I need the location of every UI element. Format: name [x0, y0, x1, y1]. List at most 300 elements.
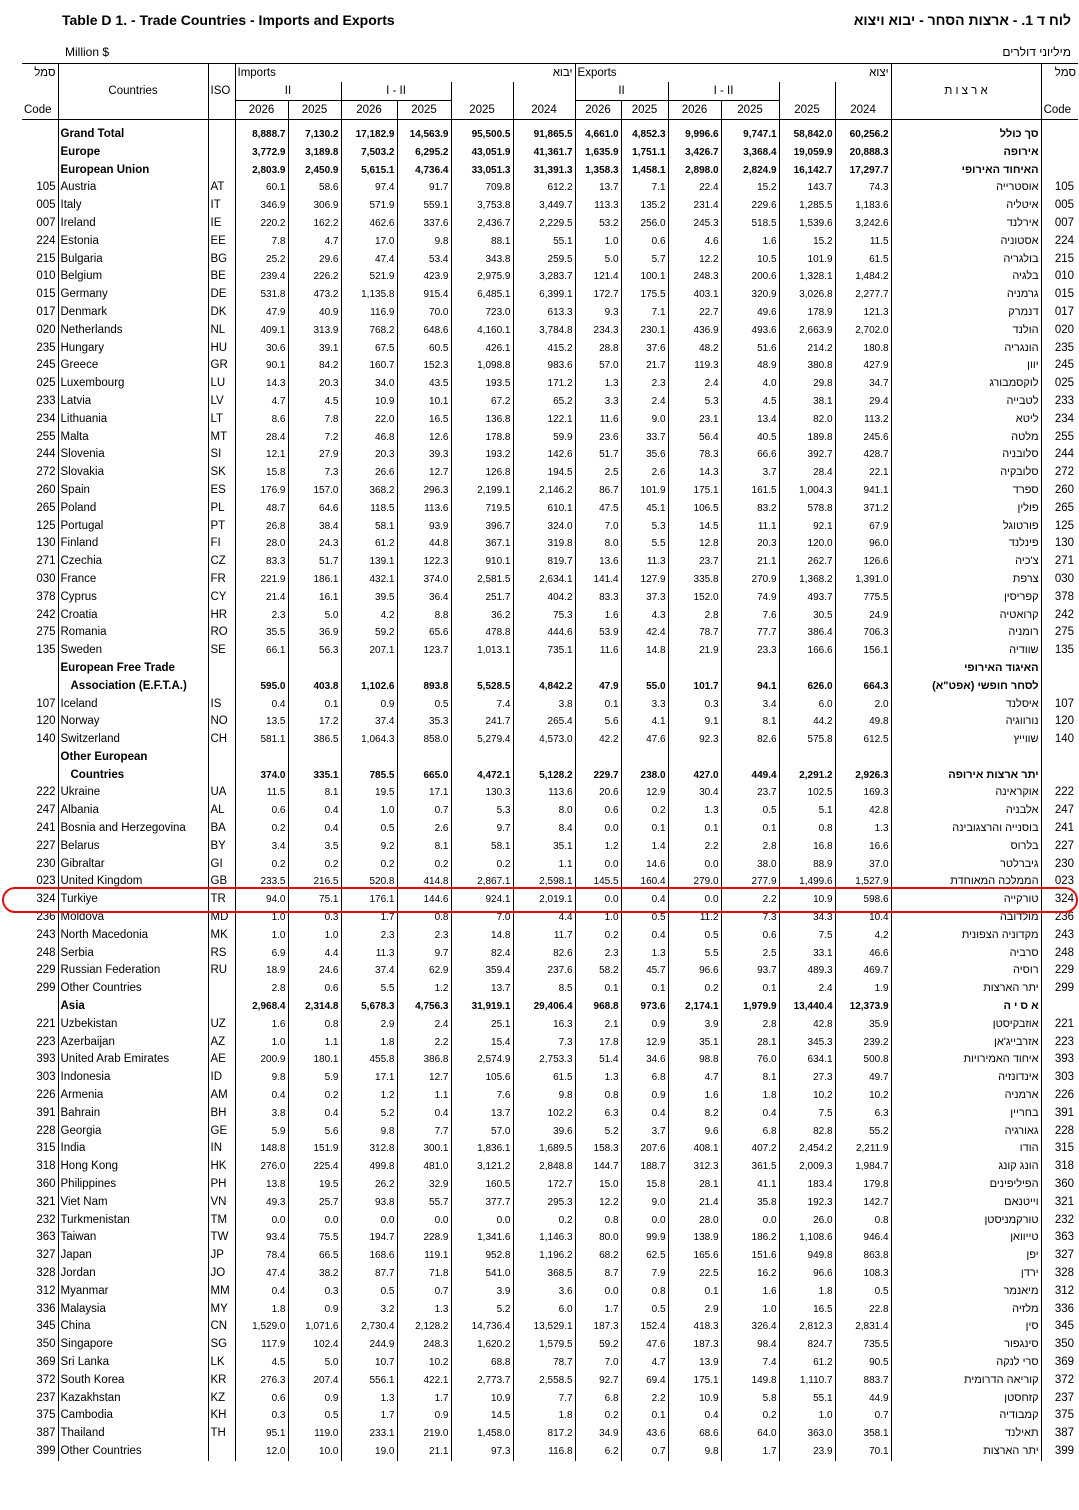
country-name: Other European: [60, 750, 148, 763]
value-cell: 43.6: [621, 1425, 668, 1443]
country-name: Taiwan: [60, 1231, 97, 1244]
iso-cell: TM: [208, 1212, 235, 1230]
value-cell: 10.9: [451, 1390, 513, 1408]
value-cell: 42.4: [621, 624, 668, 642]
code-cell: 399: [22, 1443, 58, 1461]
value-cell: 1.6: [235, 1016, 288, 1034]
value-cell: 6.3: [575, 1105, 621, 1123]
country-name-he: פולין: [891, 500, 1041, 518]
value-cell: 21.7: [621, 357, 668, 375]
value-cell: 7.5: [779, 1105, 835, 1123]
iso-cell: FR: [208, 571, 235, 589]
value-cell: 2,174.1: [668, 998, 721, 1016]
value-cell: 1,689.5: [513, 1140, 575, 1158]
code-cell: 245: [22, 357, 58, 375]
value-cell: 1.2: [341, 1087, 397, 1105]
value-cell: 0.2: [575, 1407, 621, 1425]
value-cell: 41,361.7: [513, 144, 575, 162]
country-name: Luxembourg: [60, 377, 125, 390]
value-cell: 2.2: [721, 891, 779, 909]
value-cell: 175.1: [668, 482, 721, 500]
value-cell: 53.4: [397, 251, 451, 269]
code-cell-right: 243: [1041, 927, 1078, 945]
value-cell: 37.6: [621, 340, 668, 358]
value-cell: 1.4: [621, 838, 668, 856]
value-cell: 118.5: [341, 500, 397, 518]
value-cell: 144.7: [575, 1158, 621, 1176]
value-cell: 571.9: [341, 197, 397, 215]
code-cell: 312: [22, 1283, 58, 1301]
country-name: United Kingdom: [60, 875, 143, 888]
value-cell: 3.7: [621, 1123, 668, 1141]
value-cell: 48.7: [235, 500, 288, 518]
value-cell: 176.1: [341, 891, 397, 909]
country-name-he: אוקראינה: [891, 784, 1041, 802]
code-cell-right: 224: [1041, 233, 1078, 251]
code-cell-right: 242: [1041, 607, 1078, 625]
value-cell: 408.1: [668, 1140, 721, 1158]
country-name-he: קרואטיה: [891, 607, 1041, 625]
value-cell: 2,019.1: [513, 891, 575, 909]
value-cell: 65.2: [513, 393, 575, 411]
value-cell: 983.6: [513, 357, 575, 375]
value-cell: 4.3: [621, 607, 668, 625]
value-cell: 5.3: [621, 518, 668, 536]
country-name-he: לוקסמבורג: [891, 375, 1041, 393]
code-cell: 272: [22, 464, 58, 482]
value-cell: 0.8: [575, 1212, 621, 1230]
value-cell: 361.5: [721, 1158, 779, 1176]
iso-cell: PL: [208, 500, 235, 518]
value-cell: 245.6: [835, 429, 891, 447]
value-cell: 10.5: [721, 251, 779, 269]
value-cell: 127.9: [621, 571, 668, 589]
value-cell: [721, 660, 779, 678]
value-cell: 4,472.1: [451, 767, 513, 785]
value-cell: 5.3: [451, 802, 513, 820]
value-cell: 5,279.4: [451, 731, 513, 749]
value-cell: 75.1: [288, 891, 341, 909]
value-cell: 2.6: [397, 820, 451, 838]
value-cell: 46.8: [341, 429, 397, 447]
value-cell: 1,751.1: [621, 144, 668, 162]
value-cell: 14.6: [621, 856, 668, 874]
country-name: Germany: [60, 288, 108, 301]
code-cell-right: [1041, 678, 1078, 696]
value-cell: 9,747.1: [721, 126, 779, 144]
value-cell: 13.5: [235, 713, 288, 731]
value-cell: 5.2: [575, 1123, 621, 1141]
value-cell: 1,004.3: [779, 482, 835, 500]
value-cell: 95.1: [235, 1425, 288, 1443]
value-cell: 33.1: [779, 945, 835, 963]
value-cell: 5.5: [668, 945, 721, 963]
value-cell: 0.4: [621, 1105, 668, 1123]
value-cell: 7,503.2: [341, 144, 397, 162]
code-cell-right: 378: [1041, 589, 1078, 607]
iso-cell: LU: [208, 375, 235, 393]
value-cell: 819.7: [513, 553, 575, 571]
value-cell: 1.0: [341, 802, 397, 820]
value-cell: 178.9: [779, 304, 835, 322]
code-cell-right: 120: [1041, 713, 1078, 731]
code-cell-right: 234: [1041, 411, 1078, 429]
value-cell: 92.7: [575, 1372, 621, 1390]
value-cell: 2,812.3: [779, 1318, 835, 1336]
value-cell: 9,996.6: [668, 126, 721, 144]
country-name-he: אירלנד: [891, 215, 1041, 233]
value-cell: 386.8: [397, 1051, 451, 1069]
country-name: Ukraine: [60, 786, 101, 799]
value-cell: 23.6: [575, 429, 621, 447]
value-cell: 7.3: [513, 1034, 575, 1052]
code-cell: [22, 126, 58, 144]
country-name-he: סלובניה: [891, 446, 1041, 464]
value-cell: 18.9: [235, 962, 288, 980]
value-cell: 1.3: [621, 945, 668, 963]
value-cell: 0.6: [721, 927, 779, 945]
value-cell: 9.7: [451, 820, 513, 838]
value-cell: 93.8: [341, 1194, 397, 1212]
value-cell: 14.5: [451, 1407, 513, 1425]
value-cell: 35.9: [835, 1016, 891, 1034]
value-cell: 61.2: [779, 1354, 835, 1372]
value-cell: 386.4: [779, 624, 835, 642]
value-cell: 59.2: [341, 624, 397, 642]
table-row: [22, 1051, 1078, 1069]
code-cell: 023: [22, 873, 58, 891]
table-row: [22, 856, 1078, 874]
country-name-he: קוריאה הדרומית: [891, 1372, 1041, 1390]
value-cell: 1,368.2: [779, 571, 835, 589]
value-cell: 25.2: [235, 251, 288, 269]
value-cell: 61.5: [513, 1069, 575, 1087]
value-cell: 119.1: [397, 1247, 451, 1265]
value-cell: 3,121.2: [451, 1158, 513, 1176]
value-cell: 883.7: [835, 1372, 891, 1390]
value-cell: 2,773.7: [451, 1372, 513, 1390]
value-cell: 12.6: [397, 429, 451, 447]
value-cell: 7.3: [288, 464, 341, 482]
value-cell: 427.9: [835, 357, 891, 375]
code-cell-right: 237: [1041, 1390, 1078, 1408]
value-cell: 172.7: [513, 1176, 575, 1194]
value-cell: 1,358.3: [575, 162, 621, 180]
value-cell: 277.9: [721, 873, 779, 891]
code-cell-right: 303: [1041, 1069, 1078, 1087]
code-cell: 327: [22, 1247, 58, 1265]
iso-cell: AT: [208, 179, 235, 197]
value-cell: [575, 660, 621, 678]
table-row: [22, 1372, 1078, 1390]
iso-cell: TW: [208, 1229, 235, 1247]
value-cell: 99.9: [621, 1229, 668, 1247]
value-cell: 1,499.6: [779, 873, 835, 891]
country-name: Albania: [60, 804, 99, 817]
value-cell: 169.3: [835, 784, 891, 802]
country-name-he: דנמרק: [891, 304, 1041, 322]
value-cell: 0.2: [721, 1407, 779, 1425]
value-cell: 0.8: [835, 1212, 891, 1230]
value-cell: 0.1: [721, 820, 779, 838]
value-cell: 0.0: [235, 1212, 288, 1230]
value-cell: 556.1: [341, 1372, 397, 1390]
code-cell-right: [1041, 998, 1078, 1016]
value-cell: 207.6: [621, 1140, 668, 1158]
value-cell: 4.5: [721, 393, 779, 411]
value-cell: 15.2: [721, 179, 779, 197]
value-cell: 1.0: [575, 233, 621, 251]
value-cell: 91,865.5: [513, 126, 575, 144]
country-name: United Arab Emirates: [60, 1053, 170, 1066]
value-cell: 409.1: [235, 322, 288, 340]
year-header: 2026: [341, 101, 397, 120]
value-cell: 423.9: [397, 268, 451, 286]
value-cell: 28.4: [779, 464, 835, 482]
value-cell: 0.5: [835, 1283, 891, 1301]
value-cell: 7.1: [621, 179, 668, 197]
code-cell-right: 399: [1041, 1443, 1078, 1461]
country-name-he: יתר הארצות: [891, 1443, 1041, 1461]
value-cell: 3,449.7: [513, 197, 575, 215]
value-cell: 455.8: [341, 1051, 397, 1069]
code-cell-right: 230: [1041, 856, 1078, 874]
value-cell: 96.6: [779, 1265, 835, 1283]
value-cell: 0.4: [288, 1105, 341, 1123]
value-cell: 186.1: [288, 571, 341, 589]
code-cell: [22, 144, 58, 162]
value-cell: 5,128.2: [513, 767, 575, 785]
value-cell: 160.4: [621, 873, 668, 891]
table-row: [22, 927, 1078, 945]
value-cell: 4,573.0: [513, 731, 575, 749]
country-name-he: סינגפור: [891, 1336, 1041, 1354]
value-cell: 135.2: [621, 197, 668, 215]
value-cell: 4,736.4: [397, 162, 451, 180]
value-cell: [288, 660, 341, 678]
value-cell: 863.8: [835, 1247, 891, 1265]
value-cell: 0.9: [621, 1087, 668, 1105]
value-cell: 44.2: [779, 713, 835, 731]
value-cell: 469.7: [835, 962, 891, 980]
table-row: [22, 838, 1078, 856]
value-cell: 541.0: [451, 1265, 513, 1283]
value-cell: 5.6: [575, 713, 621, 731]
value-cell: 5,678.3: [341, 998, 397, 1016]
value-cell: 12.2: [575, 1194, 621, 1212]
code-cell-right: 007: [1041, 215, 1078, 233]
code-cell: 226: [22, 1087, 58, 1105]
value-cell: 6.0: [513, 1301, 575, 1319]
value-cell: 82.6: [513, 945, 575, 963]
value-cell: 16.5: [397, 411, 451, 429]
value-cell: 626.0: [779, 678, 835, 696]
value-cell: 15.4: [451, 1034, 513, 1052]
value-cell: 94.0: [235, 891, 288, 909]
value-cell: 2.2: [621, 1390, 668, 1408]
value-cell: 414.8: [397, 873, 451, 891]
value-cell: 4.7: [621, 1354, 668, 1372]
value-cell: 68.2: [575, 1247, 621, 1265]
value-cell: 2,753.3: [513, 1051, 575, 1069]
iso-cell: EE: [208, 233, 235, 251]
value-cell: 55.0: [621, 678, 668, 696]
value-cell: 193.2: [451, 446, 513, 464]
country-name: Uzbekistan: [60, 1017, 118, 1030]
value-cell: 244.9: [341, 1336, 397, 1354]
value-cell: 228.9: [397, 1229, 451, 1247]
value-cell: 46.6: [835, 945, 891, 963]
value-cell: 10.1: [397, 393, 451, 411]
table-row: [22, 1443, 1078, 1461]
value-cell: 0.0: [668, 891, 721, 909]
value-cell: 0.5: [341, 1283, 397, 1301]
value-cell: 51.6: [721, 340, 779, 358]
code-cell-right: 318: [1041, 1158, 1078, 1176]
table-row: [22, 1265, 1078, 1283]
value-cell: 59.9: [513, 429, 575, 447]
iso-cell: HU: [208, 340, 235, 358]
value-cell: 65.6: [397, 624, 451, 642]
value-cell: 194.5: [513, 464, 575, 482]
value-cell: 380.8: [779, 357, 835, 375]
value-cell: 58.1: [341, 518, 397, 536]
value-cell: 152.3: [397, 357, 451, 375]
value-cell: 230.1: [621, 322, 668, 340]
year-header: 2024: [513, 101, 575, 120]
value-cell: 95,500.5: [451, 126, 513, 144]
table-row: [22, 322, 1078, 340]
value-cell: 22.1: [835, 464, 891, 482]
country-name-he: סרי לנקה: [891, 1354, 1041, 1372]
country-name: Belarus: [60, 839, 100, 852]
value-cell: 9.0: [621, 411, 668, 429]
value-cell: 462.6: [341, 215, 397, 233]
value-cell: 121.4: [575, 268, 621, 286]
value-cell: 58,842.0: [779, 126, 835, 144]
value-cell: 3.7: [721, 464, 779, 482]
value-cell: 8,888.7: [235, 126, 288, 144]
country-name-he: אינדונזיה: [891, 1069, 1041, 1087]
value-cell: 363.0: [779, 1425, 835, 1443]
table-row: [22, 784, 1078, 802]
value-cell: 15.2: [779, 233, 835, 251]
value-cell: 1,013.1: [451, 642, 513, 660]
value-cell: 238.0: [621, 767, 668, 785]
code-cell: 378: [22, 589, 58, 607]
value-cell: 39.3: [397, 446, 451, 464]
table-row: [22, 357, 1078, 375]
value-cell: 49.6: [721, 304, 779, 322]
year-header: 2025: [721, 101, 779, 120]
iso-cell: MD: [208, 909, 235, 927]
code-cell: [22, 998, 58, 1016]
value-cell: 531.8: [235, 286, 288, 304]
value-cell: 83.2: [721, 500, 779, 518]
iso-cell: RU: [208, 962, 235, 980]
table-row: [22, 1034, 1078, 1052]
table-row: [22, 393, 1078, 411]
code-cell: 125: [22, 518, 58, 536]
iso-cell: KZ: [208, 1390, 235, 1408]
country-name-he: צ'כיה: [891, 553, 1041, 571]
code-cell-right: 391: [1041, 1105, 1078, 1123]
code-cell: 234: [22, 411, 58, 429]
country-name: Association (E.F.T.A.): [70, 679, 187, 692]
table-row: [22, 820, 1078, 838]
value-cell: 0.5: [397, 696, 451, 714]
value-cell: 39.5: [341, 589, 397, 607]
value-cell: 1,196.2: [513, 1247, 575, 1265]
value-cell: 0.1: [721, 980, 779, 998]
value-cell: 0.0: [721, 1212, 779, 1230]
iso-cell: CH: [208, 731, 235, 749]
iso-cell: KH: [208, 1407, 235, 1425]
code-cell-right: 260: [1041, 482, 1078, 500]
value-cell: 1.0: [721, 1301, 779, 1319]
value-cell: 12.9: [621, 784, 668, 802]
value-cell: 11.7: [513, 927, 575, 945]
value-cell: 233.5: [235, 873, 288, 891]
country-name-he: בוסנייה והרצגובינה: [891, 820, 1041, 838]
value-cell: 13.7: [451, 980, 513, 998]
value-cell: 432.1: [341, 571, 397, 589]
value-cell: 47.4: [341, 251, 397, 269]
iso-cell: [208, 678, 235, 696]
value-cell: 1.0: [235, 927, 288, 945]
value-cell: 14.8: [621, 642, 668, 660]
value-cell: 16.8: [779, 838, 835, 856]
country-name: Russian Federation: [60, 964, 161, 977]
value-cell: 23.9: [779, 1443, 835, 1461]
iso-cell: [208, 980, 235, 998]
value-cell: 2,968.4: [235, 998, 288, 1016]
value-cell: 36.2: [451, 607, 513, 625]
value-cell: 152.0: [668, 589, 721, 607]
value-cell: 14,736.4: [451, 1318, 513, 1336]
value-cell: 144.6: [397, 891, 451, 909]
value-cell: 706.3: [835, 624, 891, 642]
value-cell: 8.7: [575, 1265, 621, 1283]
value-cell: 96.0: [835, 535, 891, 553]
value-cell: 156.1: [835, 642, 891, 660]
year-header: 2026: [235, 101, 288, 120]
value-cell: 2,663.9: [779, 322, 835, 340]
code-cell-right: [1041, 749, 1078, 767]
value-cell: 1,539.6: [779, 215, 835, 233]
value-cell: 7.3: [721, 909, 779, 927]
iso-cell: [208, 660, 235, 678]
country-name: Sri Lanka: [60, 1355, 110, 1368]
code-cell: 391: [22, 1105, 58, 1123]
value-cell: 38.0: [721, 856, 779, 874]
code-cell-right: 015: [1041, 286, 1078, 304]
value-cell: 335.8: [668, 571, 721, 589]
iso-cell: LV: [208, 393, 235, 411]
value-cell: 61.2: [341, 535, 397, 553]
code-cell-right: 023: [1041, 873, 1078, 891]
country-name-he: אוזבקיסטן: [891, 1016, 1041, 1034]
value-cell: 34.6: [621, 1051, 668, 1069]
value-cell: [235, 749, 288, 767]
iso-cell: RS: [208, 945, 235, 963]
value-cell: 38.2: [288, 1265, 341, 1283]
value-cell: 23.3: [721, 642, 779, 660]
country-name-he: הונגריה: [891, 340, 1041, 358]
value-cell: 22.5: [668, 1265, 721, 1283]
value-cell: 1,635.9: [575, 144, 621, 162]
value-cell: 84.2: [288, 357, 341, 375]
